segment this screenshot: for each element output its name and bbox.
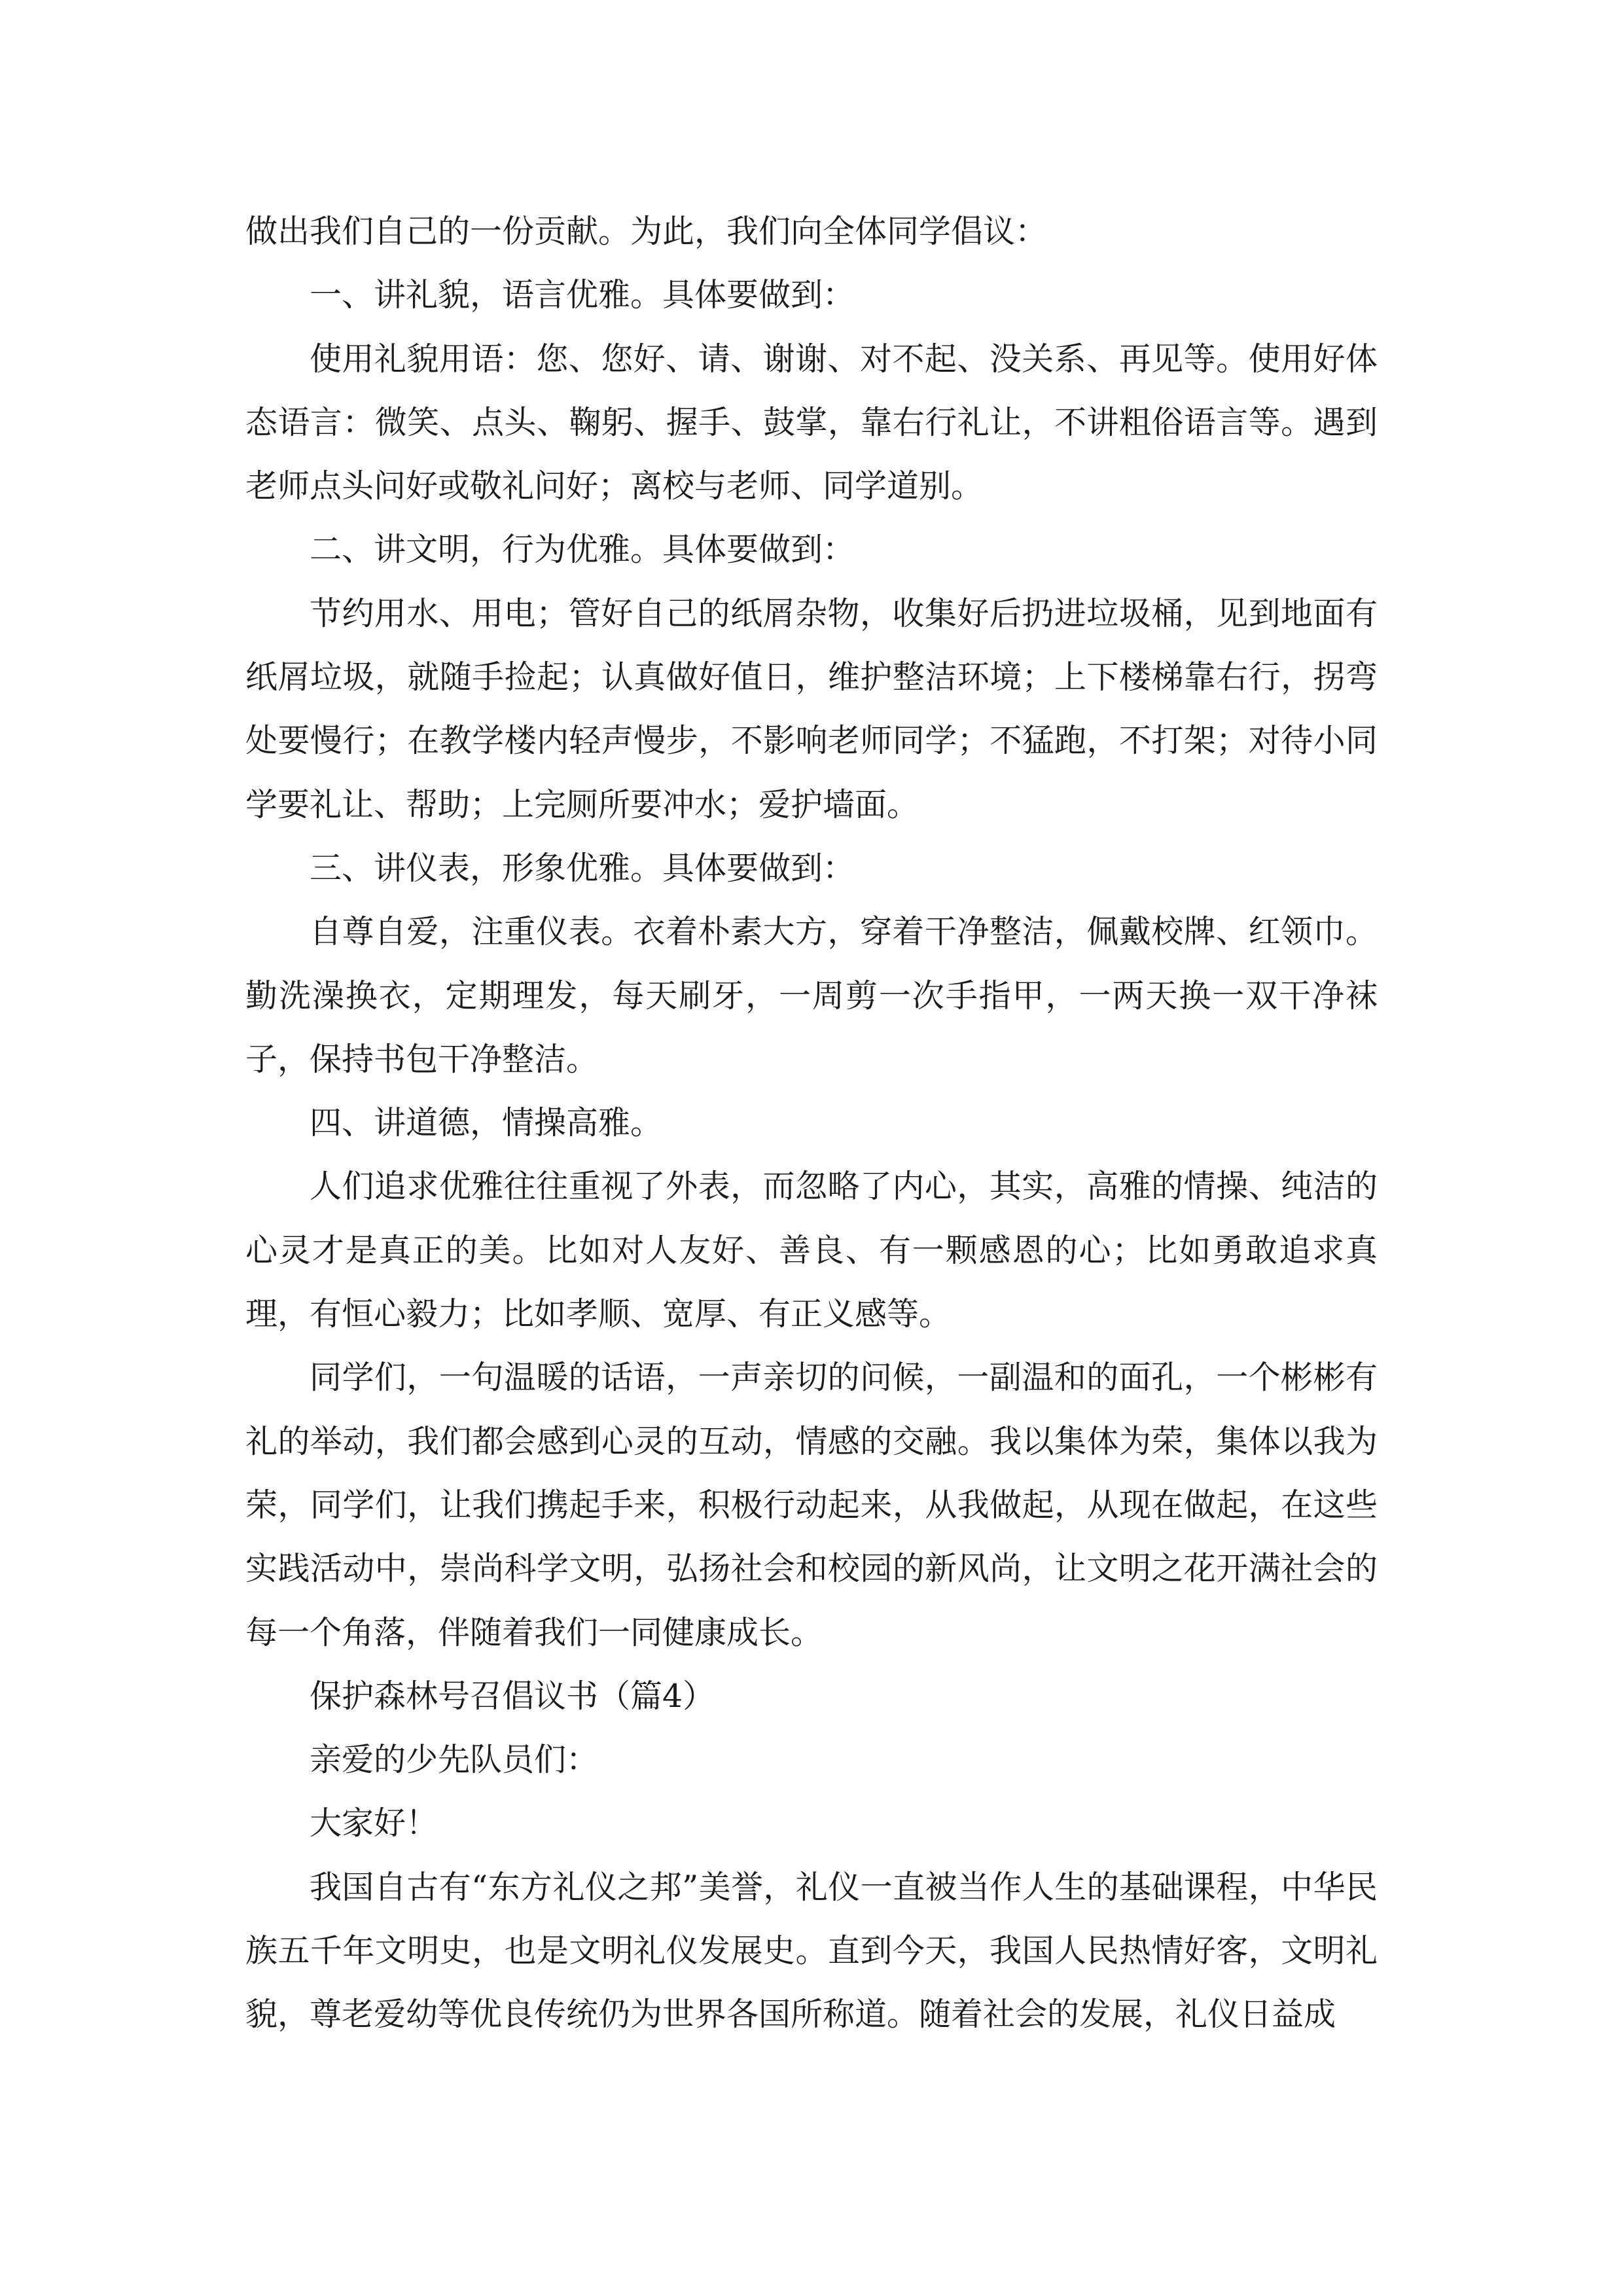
paragraph-closing: 同学们，一句温暖的话语，一声亲切的问候，一副温和的面孔，一个彬彬有礼的举动，我们都会感到心灵的互动，情感的交融。我以集体为荣，集体以我为荣，同学们，让我们携起手来，积极行动起来，从我做起，从现在做起，在这些实践活动中，崇尚科学文明，弘扬社会和校园的新风尚，让文明之花开满社会的每一个角落，伴随着我们一同健康成长。: [245, 1359, 1378, 1651]
paragraph-morality: 人们追求优雅往往重视了外表，而忽略了内心，其实，高雅的情操、纯洁的心灵才是真正的美。比如对人友好、善良、有一颗感恩的心；比如勇敢追求真理，有恒心毅力；比如孝顺、宽厚、有正义感等。: [245, 1168, 1378, 1333]
article-title: 保护森林号召倡议书（篇4）: [310, 1677, 715, 1715]
document-body: [245, 200, 1378, 2047]
salutation: 亲爱的少先队员们：: [310, 1741, 599, 1779]
paragraph-politeness: 使用礼貌用语：您、您好、请、谢谢、对不起、没关系、再见等。使用好体态语言：微笑、点头、鞠躬、握手、鼓掌，靠右行礼让，不讲粗俗语言等。遇到老师点头问好或敬礼问好；离校与老师、同学道别。: [245, 340, 1378, 505]
section-heading-appearance: 三、讲仪表，形象优雅。具体要做到：: [310, 849, 855, 887]
section-heading-politeness: 一、讲礼貌，语言优雅。具体要做到：: [310, 276, 855, 314]
section-heading-morality: 四、讲道德，情操高雅。: [310, 1104, 663, 1142]
paragraph-civility: 节约用水、用电；管好自己的纸屑杂物，收集好后扔进垃圾桶，见到地面有纸屑垃圾，就随手捡起；认真做好值日，维护整洁环境；上下楼梯靠右行，拐弯处要慢行；在教学楼内轻声慢步，不影响老师同学；不猛跑，不打架；对待小同学要礼让、帮助；上完厕所要冲水；爱护墙面。: [245, 594, 1378, 823]
section-heading-civility: 二、讲文明，行为优雅。具体要做到：: [310, 531, 855, 569]
paragraph-continuation: 做出我们自己的一份贡献。为此，我们向全体同学倡议：: [245, 213, 1048, 250]
paragraph-appearance: 自尊自爱，注重仪表。衣着朴素大方，穿着干净整洁，佩戴校牌、红领巾。勤洗澡换衣，定期理发，每天刷牙，一周剪一次手指甲，一两天换一双干净袜子，保持书包干净整洁。: [245, 913, 1378, 1078]
greeting: 大家好！: [310, 1804, 438, 1842]
paragraph-etiquette-intro: 我国自古有“东方礼仪之邦”美誉，礼仪一直被当作人生的基础课程，中华民族五千年文明史，也是文明礼仪发展史。直到今天，我国人民热情好客，文明礼貌，尊老爱幼等优良传统仍为世界各国所称道。随着社会的发展，礼仪日益成: [245, 1868, 1378, 2034]
